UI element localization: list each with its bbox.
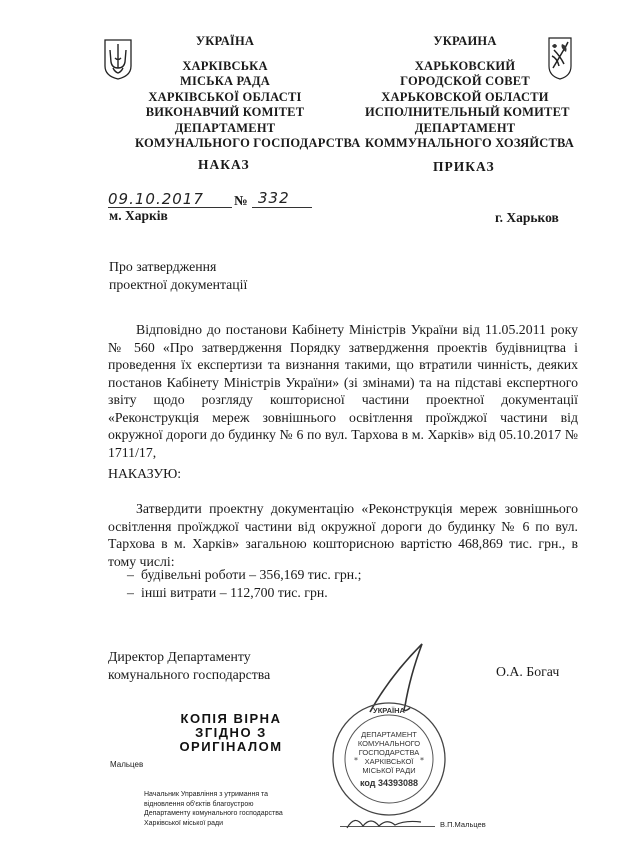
header-left-country: УКРАЇНА [195,34,255,48]
header-right-line: ИСПОЛНИТЕЛЬНЫЙ КОМИТЕТ [365,105,570,119]
header-right-country: УКРАИНА [433,34,497,48]
list-item: – будівельні роботи – 356,169 тис. грн.; [127,567,362,582]
header-left-line: МІСЬКА РАДА [179,74,271,88]
seal-center [348,730,430,788]
list-item: – інші витрати – 112,700 тис. грн. [127,584,328,600]
copy-stamp-line: КОПІЯ ВІРНА [180,711,282,726]
doc-type-ua: НАКАЗ [198,157,250,172]
seal-line: МІСЬКОЇ РАДИ [362,766,416,775]
order-word: НАКАЗУЮ: [108,466,182,481]
subject-line: Про затвердження [109,259,217,274]
subject [109,258,247,293]
decision-paragraph: Затвердити проектну документацію «Реконструкція мереж зовнішнього освітлення проїжджої частини від окружної дороги до будинку № 6 по вул. Тархова в м. Харків» загальною кошторисною вартістю 468,869 тис. грн., в тому числі: [108,501,578,569]
footer-line: Департаменту комунального господарства [144,810,283,817]
header-left-line: КОМУНАЛЬНОГО ГОСПОДАРСТВА [135,136,361,150]
header-right-line: ДЕПАРТАМЕНТ [414,120,516,135]
position-line: Директор Департаменту [108,649,251,664]
header-left-line: ДЕПАРТАМЕНТ [174,120,276,135]
round-seal [330,700,448,818]
number-sign: № [234,193,248,208]
header-left-line: ХАРКІВСЬКА [182,58,268,73]
svg-text:*: * [420,756,424,765]
header-right-line: ХАРЬКОВСКОЙ ОБЛАСТИ [381,89,549,104]
header-right-line: ГОРОДСКОЙ СОВЕТ [400,74,530,88]
svg-text:*: * [354,756,358,765]
order-date-number [108,190,328,210]
header-right-line: ХАРЬКОВСКИЙ [414,58,516,73]
city-ru: г. Харьков [495,210,559,225]
position-line: комунального господарства [108,666,271,682]
ukraine-trident-emblem [103,38,133,80]
copy-stamp-line: ОРИГІНАЛОМ [179,739,283,754]
copy-stamp-line: ЗГІДНО З [195,725,267,740]
seal-code: код 34393088 [359,778,419,788]
signatory-name: О.А. Богач [496,664,560,679]
subject-line: проектної документації [109,276,248,292]
header-left [135,34,361,152]
seal-line: ГОСПОДАРСТВА [358,748,420,757]
list-item-text: будівельні роботи – 356,169 тис. грн.; [141,567,362,582]
number-underline [252,207,312,208]
doc-type-ru: ПРИКАЗ [433,159,495,174]
order-number: 332 [258,189,290,207]
executor-name: Мальцев [110,760,144,769]
cost-items [127,566,361,601]
footer-certification [144,790,344,828]
header-left-line: ХАРКІВСЬКОЇ ОБЛАСТІ [148,89,302,104]
footer-signature-scribble [345,812,425,832]
header-right [365,34,575,152]
seal-line: КОМУНАЛЬНОГО [357,739,421,748]
signatory-position [108,648,270,683]
header-right-line: КОММУНАЛЬНОГО ХОЗЯЙСТВА [365,136,575,150]
footer-name: В.П.Мальцев [440,820,486,829]
copy-verified-stamp [176,712,286,754]
order-date: 09.10.2017 [108,190,204,208]
seal-line: ДЕПАРТАМЕНТ [361,730,417,739]
seal-top-text: УКРАЇНА [373,706,405,715]
footer-line: Начальник Управління з утримання та [144,791,269,798]
footer-line: відновлення об'єктів благоустрою [144,800,254,808]
header-left-line: ВИКОНАВЧИЙ КОМІТЕТ [145,105,305,119]
preamble-paragraph: Відповідно до постанови Кабінету Міністрів України від 11.05.2011 року № 560 «Про затвердження Порядку затвердження проектів будівництва і проведення їх експертизи та визнання такими, що втратили чинність, деяких постанов Кабінету Міністрів України» (зі змінами) та на підставі експертного звіту щодо розгляду кошторисної частини проектної документації «Реконструкція мереж зовнішнього освітлення проїжджої частини від окружної дороги до будинку № 6 по вул. Тархова в м. Харків» від 05.10.2017 № 1711/17, [108,322,578,460]
footer-line: Харківської міської ради [144,819,224,827]
city-ua: м. Харків [109,208,168,223]
seal-line: ХАРКІВСЬКОЇ [364,757,414,766]
list-item-text: інші витрати – 112,700 тис. грн. [141,584,328,600]
